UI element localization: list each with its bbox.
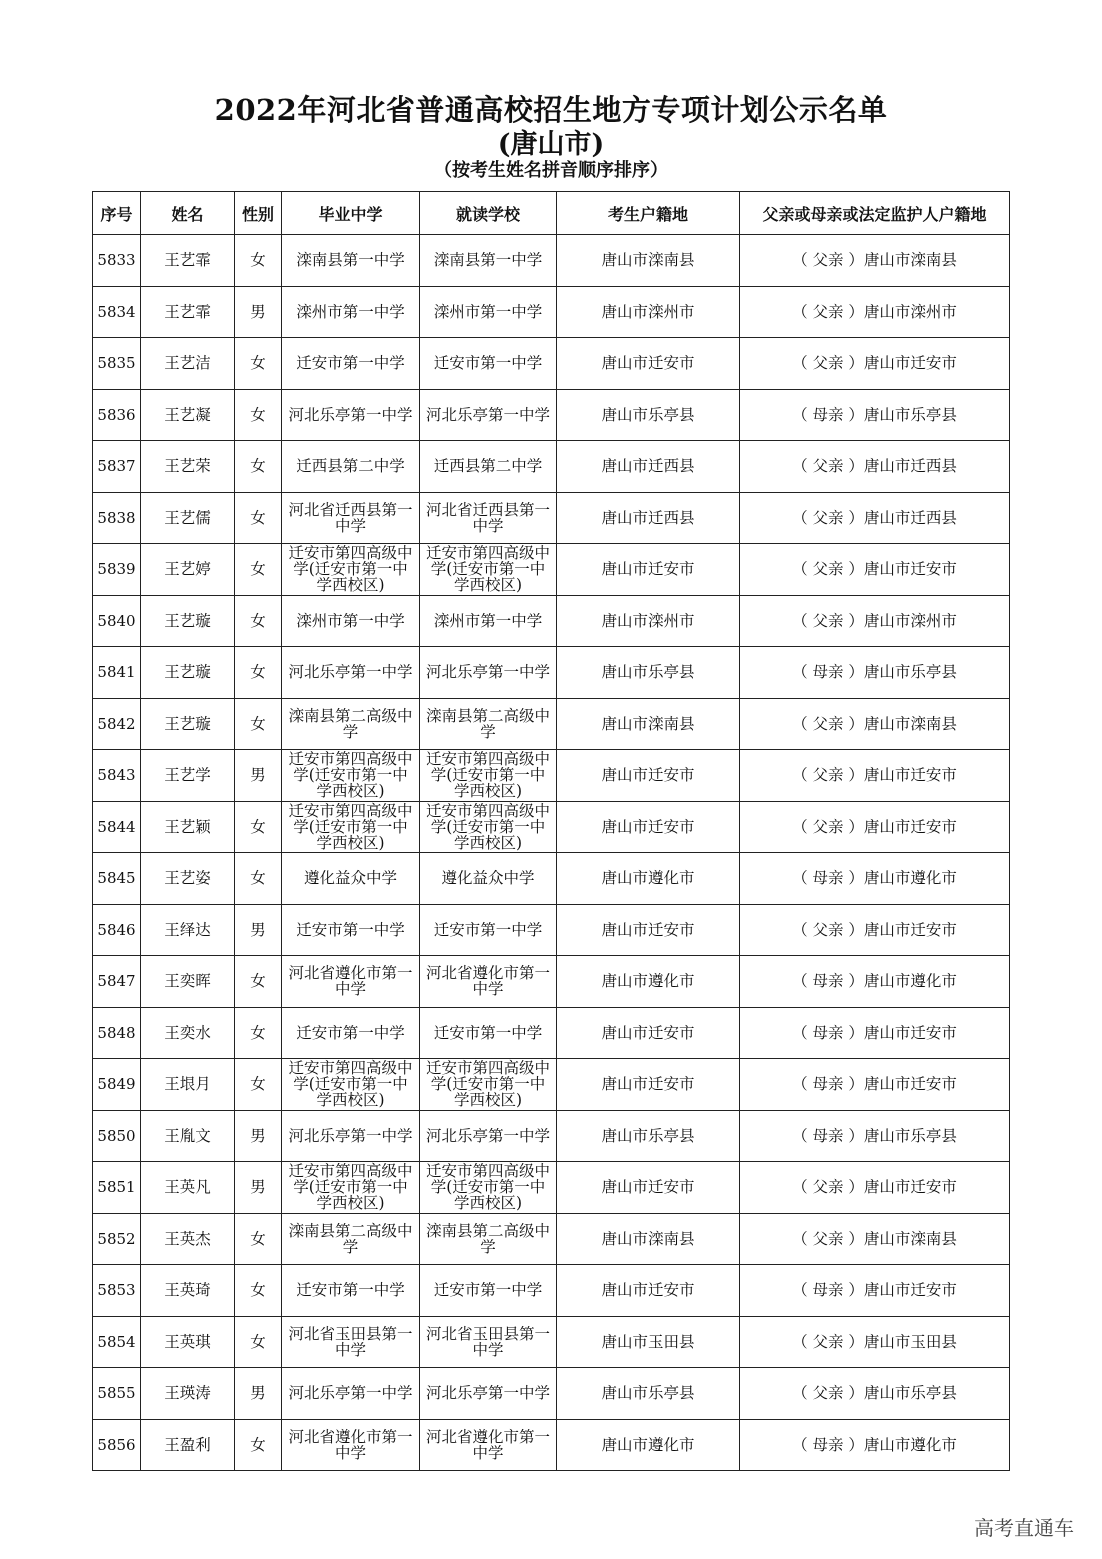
cell-guardian-registration: （ 母亲 ）唐山市乐亭县	[740, 1110, 1010, 1162]
cell-current-school: 滦南县第二高级中学	[420, 1213, 557, 1265]
cell-guardian-registration: （ 父亲 ）唐山市滦南县	[740, 698, 1010, 750]
cell-graduated-school: 迁安市第一中学	[282, 904, 420, 956]
cell-household-registration: 唐山市迁安市	[557, 1265, 740, 1317]
cell-graduated-school: 迁西县第二中学	[282, 441, 420, 493]
table-body	[93, 235, 1010, 1471]
cell-household-registration: 唐山市迁安市	[557, 1007, 740, 1059]
table-row	[93, 1368, 1010, 1420]
cell-graduated-school: 遵化益众中学	[282, 853, 420, 905]
cell-gender: 女	[235, 338, 282, 390]
header-guardian-registration: 父亲或母亲或法定监护人户籍地	[740, 192, 1010, 235]
cell-guardian-registration: （ 父亲 ）唐山市迁安市	[740, 338, 1010, 390]
cell-name: 王英琪	[141, 1316, 235, 1368]
cell-gender: 女	[235, 801, 282, 853]
cell-guardian-registration: （ 父亲 ）唐山市滦州市	[740, 595, 1010, 647]
table-row	[93, 389, 1010, 441]
cell-household-registration: 唐山市乐亭县	[557, 647, 740, 699]
cell-gender: 女	[235, 441, 282, 493]
cell-guardian-registration: （ 父亲 ）唐山市迁西县	[740, 441, 1010, 493]
table-row	[93, 1419, 1010, 1471]
cell-current-school: 河北省迁西县第一中学	[420, 492, 557, 544]
cell-seq: 5838	[93, 492, 141, 544]
cell-gender: 女	[235, 1007, 282, 1059]
cell-current-school: 迁安市第一中学	[420, 338, 557, 390]
cell-seq: 5849	[93, 1059, 141, 1111]
cell-seq: 5848	[93, 1007, 141, 1059]
watermark-text: 高考直通车	[974, 1516, 1074, 1540]
cell-graduated-school: 河北乐亭第一中学	[282, 1110, 420, 1162]
table-row	[93, 1162, 1010, 1214]
cell-name: 王英琦	[141, 1265, 235, 1317]
cell-name: 王艺姿	[141, 853, 235, 905]
cell-gender: 女	[235, 544, 282, 596]
cell-guardian-registration: （ 母亲 ）唐山市遵化市	[740, 956, 1010, 1008]
cell-household-registration: 唐山市滦州市	[557, 595, 740, 647]
cell-graduated-school: 滦州市第一中学	[282, 595, 420, 647]
table-row	[93, 595, 1010, 647]
cell-name: 王绎达	[141, 904, 235, 956]
table-row	[93, 235, 1010, 287]
header-gender: 性别	[235, 192, 282, 235]
cell-gender: 女	[235, 956, 282, 1008]
cell-seq: 5855	[93, 1368, 141, 1420]
cell-guardian-registration: （ 父亲 ）唐山市滦南县	[740, 235, 1010, 287]
cell-guardian-registration: （ 父亲 ）唐山市迁安市	[740, 750, 1010, 802]
cell-graduated-school: 滦南县第二高级中学	[282, 1213, 420, 1265]
cell-current-school: 河北省遵化市第一中学	[420, 1419, 557, 1471]
cell-guardian-registration: （ 父亲 ）唐山市滦州市	[740, 286, 1010, 338]
cell-seq: 5852	[93, 1213, 141, 1265]
cell-household-registration: 唐山市迁安市	[557, 1162, 740, 1214]
cell-gender: 女	[235, 853, 282, 905]
cell-graduated-school: 迁安市第四高级中学(迁安市第一中学西校区)	[282, 1059, 420, 1111]
table-row	[93, 956, 1010, 1008]
cell-household-registration: 唐山市遵化市	[557, 956, 740, 1008]
cell-gender: 女	[235, 595, 282, 647]
cell-graduated-school: 滦州市第一中学	[282, 286, 420, 338]
table-row	[93, 750, 1010, 802]
table-row	[93, 698, 1010, 750]
cell-seq: 5854	[93, 1316, 141, 1368]
cell-guardian-registration: （ 父亲 ）唐山市迁安市	[740, 1162, 1010, 1214]
cell-graduated-school: 河北省遵化市第一中学	[282, 1419, 420, 1471]
cell-current-school: 迁安市第一中学	[420, 1265, 557, 1317]
cell-name: 王垠月	[141, 1059, 235, 1111]
cell-graduated-school: 迁安市第四高级中学(迁安市第一中学西校区)	[282, 750, 420, 802]
cell-gender: 女	[235, 698, 282, 750]
table-row	[93, 544, 1010, 596]
cell-current-school: 河北乐亭第一中学	[420, 389, 557, 441]
cell-graduated-school: 河北省迁西县第一中学	[282, 492, 420, 544]
cell-household-registration: 唐山市迁安市	[557, 750, 740, 802]
cell-seq: 5850	[93, 1110, 141, 1162]
cell-guardian-registration: （ 母亲 ）唐山市乐亭县	[740, 389, 1010, 441]
table-row	[93, 853, 1010, 905]
cell-guardian-registration: （ 母亲 ）唐山市迁安市	[740, 1265, 1010, 1317]
cell-graduated-school: 河北乐亭第一中学	[282, 1368, 420, 1420]
table-row	[93, 286, 1010, 338]
cell-current-school: 河北省玉田县第一中学	[420, 1316, 557, 1368]
table-row	[93, 1213, 1010, 1265]
cell-gender: 男	[235, 1162, 282, 1214]
cell-current-school: 遵化益众中学	[420, 853, 557, 905]
cell-name: 王艺儒	[141, 492, 235, 544]
cell-guardian-registration: （ 父亲 ）唐山市迁安市	[740, 904, 1010, 956]
cell-gender: 女	[235, 1059, 282, 1111]
cell-guardian-registration: （ 母亲 ）唐山市迁安市	[740, 1059, 1010, 1111]
cell-graduated-school: 滦南县第二高级中学	[282, 698, 420, 750]
cell-name: 王艺璇	[141, 698, 235, 750]
cell-name: 王瑛涛	[141, 1368, 235, 1420]
cell-guardian-registration: （ 母亲 ）唐山市遵化市	[740, 853, 1010, 905]
cell-household-registration: 唐山市迁安市	[557, 338, 740, 390]
table-row	[93, 904, 1010, 956]
cell-name: 王英杰	[141, 1213, 235, 1265]
cell-current-school: 滦州市第一中学	[420, 286, 557, 338]
cell-current-school: 滦南县第一中学	[420, 235, 557, 287]
cell-household-registration: 唐山市遵化市	[557, 1419, 740, 1471]
cell-seq: 5842	[93, 698, 141, 750]
header-graduated-school: 毕业中学	[282, 192, 420, 235]
cell-name: 王英凡	[141, 1162, 235, 1214]
cell-seq: 5835	[93, 338, 141, 390]
table-header-row	[93, 192, 1010, 235]
cell-graduated-school: 迁安市第四高级中学(迁安市第一中学西校区)	[282, 801, 420, 853]
cell-seq: 5836	[93, 389, 141, 441]
cell-graduated-school: 河北乐亭第一中学	[282, 647, 420, 699]
cell-household-registration: 唐山市滦南县	[557, 235, 740, 287]
cell-seq: 5837	[93, 441, 141, 493]
cell-household-registration: 唐山市迁安市	[557, 801, 740, 853]
table-row	[93, 338, 1010, 390]
cell-household-registration: 唐山市玉田县	[557, 1316, 740, 1368]
cell-household-registration: 唐山市乐亭县	[557, 389, 740, 441]
cell-household-registration: 唐山市遵化市	[557, 853, 740, 905]
cell-seq: 5851	[93, 1162, 141, 1214]
cell-seq: 5841	[93, 647, 141, 699]
table-row	[93, 441, 1010, 493]
cell-current-school: 迁安市第一中学	[420, 904, 557, 956]
cell-current-school: 迁安市第一中学	[420, 1007, 557, 1059]
cell-name: 王艺荣	[141, 441, 235, 493]
cell-household-registration: 唐山市滦州市	[557, 286, 740, 338]
table-row	[93, 492, 1010, 544]
admission-list-table	[92, 191, 1010, 1471]
cell-household-registration: 唐山市迁西县	[557, 441, 740, 493]
cell-name: 王艺霏	[141, 235, 235, 287]
header-current-school: 就读学校	[420, 192, 557, 235]
table-row	[93, 1059, 1010, 1111]
cell-guardian-registration: （ 父亲 ）唐山市滦南县	[740, 1213, 1010, 1265]
cell-seq: 5843	[93, 750, 141, 802]
cell-current-school: 迁安市第四高级中学(迁安市第一中学西校区)	[420, 1162, 557, 1214]
document-title: 2022年河北省普通高校招生地方专项计划公示名单	[214, 93, 888, 127]
cell-name: 王艺璇	[141, 647, 235, 699]
cell-name: 王胤文	[141, 1110, 235, 1162]
cell-name: 王奕晖	[141, 956, 235, 1008]
cell-graduated-school: 迁安市第一中学	[282, 338, 420, 390]
table-row	[93, 1110, 1010, 1162]
cell-gender: 女	[235, 1213, 282, 1265]
cell-gender: 男	[235, 1368, 282, 1420]
cell-seq: 5845	[93, 853, 141, 905]
cell-graduated-school: 滦南县第一中学	[282, 235, 420, 287]
document-sort-note: （按考生姓名拼音顺序排序）	[434, 160, 668, 181]
cell-name: 王艺霏	[141, 286, 235, 338]
cell-gender: 女	[235, 492, 282, 544]
table-row	[93, 1265, 1010, 1317]
cell-gender: 女	[235, 1265, 282, 1317]
cell-name: 王艺璇	[141, 595, 235, 647]
cell-current-school: 迁西县第二中学	[420, 441, 557, 493]
cell-household-registration: 唐山市迁西县	[557, 492, 740, 544]
header-seq: 序号	[93, 192, 141, 235]
cell-current-school: 河北乐亭第一中学	[420, 647, 557, 699]
table-row	[93, 801, 1010, 853]
cell-household-registration: 唐山市滦南县	[557, 1213, 740, 1265]
header-name: 姓名	[141, 192, 235, 235]
cell-seq: 5840	[93, 595, 141, 647]
cell-household-registration: 唐山市迁安市	[557, 904, 740, 956]
cell-guardian-registration: （ 父亲 ）唐山市迁安市	[740, 801, 1010, 853]
cell-seq: 5834	[93, 286, 141, 338]
cell-graduated-school: 河北省玉田县第一中学	[282, 1316, 420, 1368]
cell-household-registration: 唐山市乐亭县	[557, 1368, 740, 1420]
cell-seq: 5844	[93, 801, 141, 853]
cell-name: 王盈利	[141, 1419, 235, 1471]
cell-household-registration: 唐山市滦南县	[557, 698, 740, 750]
cell-current-school: 滦南县第二高级中学	[420, 698, 557, 750]
cell-graduated-school: 迁安市第四高级中学(迁安市第一中学西校区)	[282, 1162, 420, 1214]
cell-current-school: 滦州市第一中学	[420, 595, 557, 647]
cell-current-school: 迁安市第四高级中学(迁安市第一中学西校区)	[420, 750, 557, 802]
cell-gender: 女	[235, 235, 282, 287]
document-subtitle-city: (唐山市)	[497, 129, 605, 160]
cell-household-registration: 唐山市迁安市	[557, 544, 740, 596]
cell-current-school: 河北省遵化市第一中学	[420, 956, 557, 1008]
cell-graduated-school: 河北省遵化市第一中学	[282, 956, 420, 1008]
cell-seq: 5853	[93, 1265, 141, 1317]
cell-name: 王艺洁	[141, 338, 235, 390]
cell-current-school: 迁安市第四高级中学(迁安市第一中学西校区)	[420, 544, 557, 596]
cell-household-registration: 唐山市迁安市	[557, 1059, 740, 1111]
cell-gender: 男	[235, 904, 282, 956]
cell-gender: 女	[235, 389, 282, 441]
table-row	[93, 647, 1010, 699]
cell-guardian-registration: （ 父亲 ）唐山市玉田县	[740, 1316, 1010, 1368]
cell-gender: 男	[235, 286, 282, 338]
cell-name: 王艺凝	[141, 389, 235, 441]
cell-seq: 5856	[93, 1419, 141, 1471]
cell-guardian-registration: （ 父亲 ）唐山市迁西县	[740, 492, 1010, 544]
table-row	[93, 1316, 1010, 1368]
cell-seq: 5846	[93, 904, 141, 956]
cell-graduated-school: 迁安市第一中学	[282, 1007, 420, 1059]
cell-gender: 女	[235, 1419, 282, 1471]
table-row	[93, 1007, 1010, 1059]
cell-current-school: 河北乐亭第一中学	[420, 1110, 557, 1162]
cell-household-registration: 唐山市乐亭县	[557, 1110, 740, 1162]
cell-gender: 女	[235, 1316, 282, 1368]
cell-guardian-registration: （ 母亲 ）唐山市乐亭县	[740, 647, 1010, 699]
cell-gender: 男	[235, 750, 282, 802]
cell-guardian-registration: （ 父亲 ）唐山市乐亭县	[740, 1368, 1010, 1420]
cell-graduated-school: 河北乐亭第一中学	[282, 389, 420, 441]
cell-seq: 5847	[93, 956, 141, 1008]
cell-seq: 5839	[93, 544, 141, 596]
cell-name: 王艺婷	[141, 544, 235, 596]
cell-gender: 女	[235, 647, 282, 699]
cell-guardian-registration: （ 母亲 ）唐山市遵化市	[740, 1419, 1010, 1471]
cell-name: 王奕水	[141, 1007, 235, 1059]
cell-seq: 5833	[93, 235, 141, 287]
cell-current-school: 迁安市第四高级中学(迁安市第一中学西校区)	[420, 801, 557, 853]
cell-name: 王艺学	[141, 750, 235, 802]
cell-graduated-school: 迁安市第四高级中学(迁安市第一中学西校区)	[282, 544, 420, 596]
header-household-registration: 考生户籍地	[557, 192, 740, 235]
cell-guardian-registration: （ 母亲 ）唐山市迁安市	[740, 1007, 1010, 1059]
cell-current-school: 迁安市第四高级中学(迁安市第一中学西校区)	[420, 1059, 557, 1111]
cell-guardian-registration: （ 父亲 ）唐山市迁安市	[740, 544, 1010, 596]
cell-name: 王艺颖	[141, 801, 235, 853]
cell-current-school: 河北乐亭第一中学	[420, 1368, 557, 1420]
cell-graduated-school: 迁安市第一中学	[282, 1265, 420, 1317]
cell-gender: 男	[235, 1110, 282, 1162]
